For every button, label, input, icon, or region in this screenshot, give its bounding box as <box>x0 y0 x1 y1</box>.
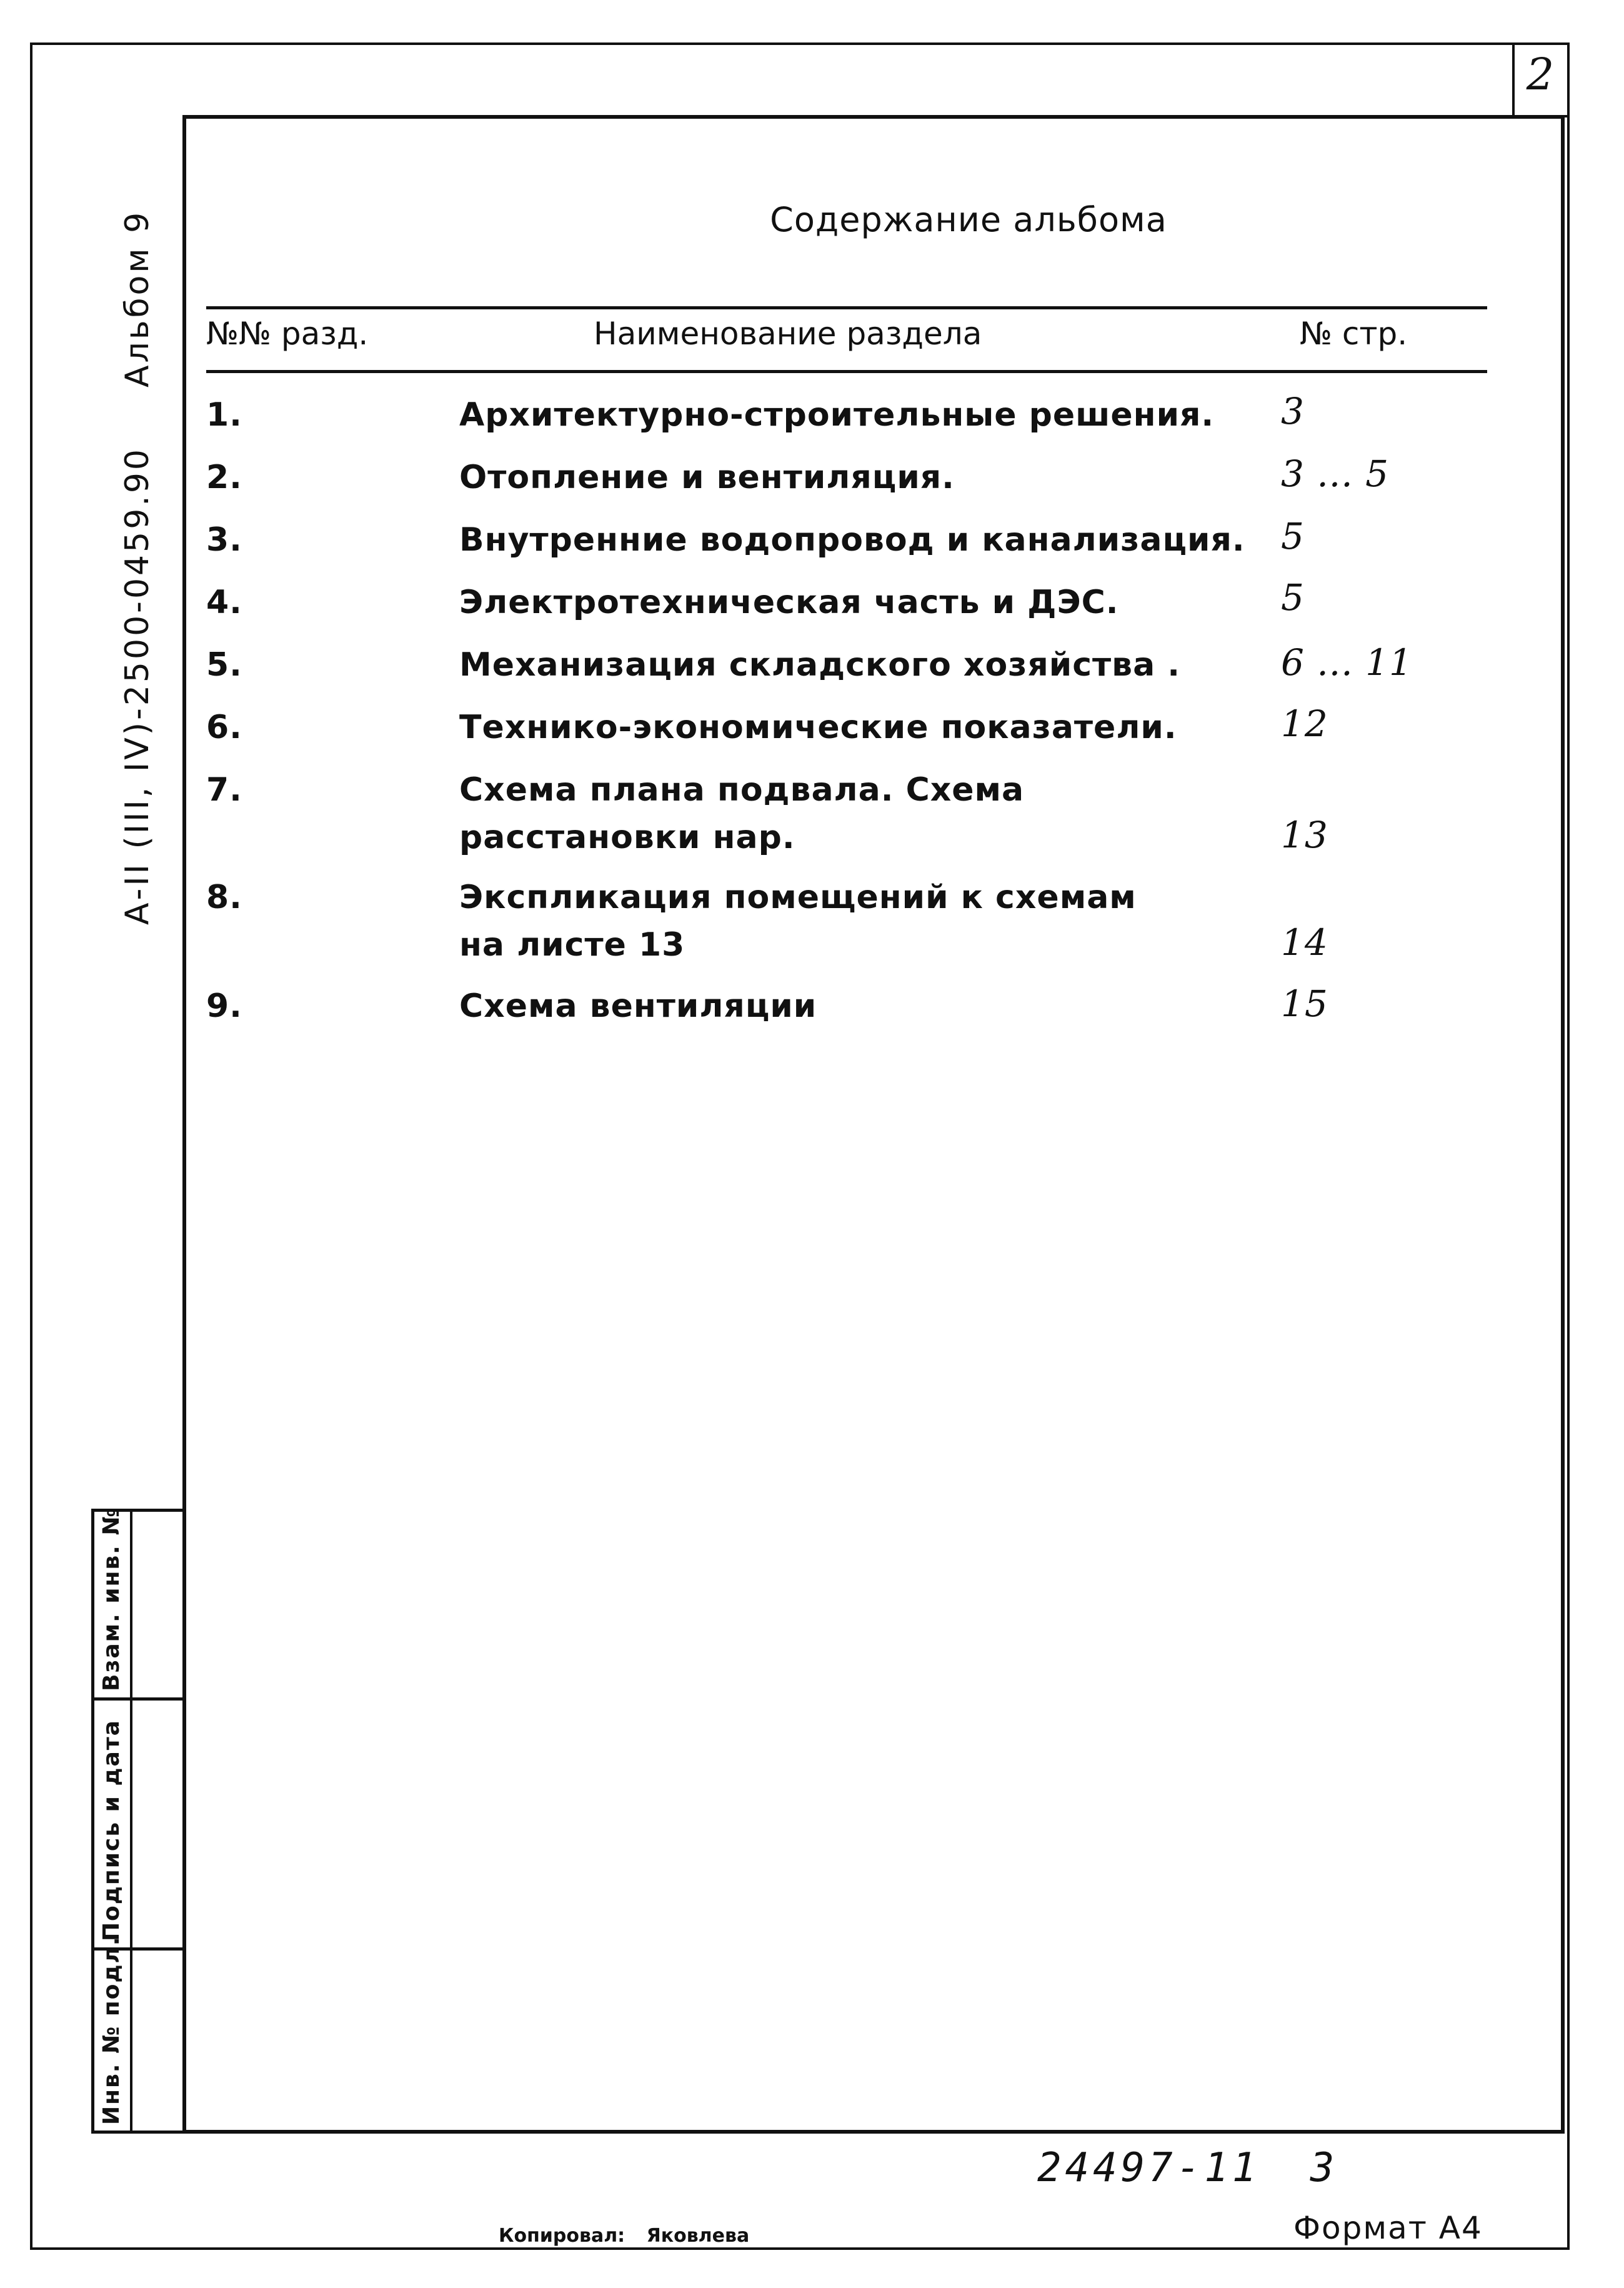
row-number: 7. <box>206 771 242 809</box>
copied-by <box>499 2225 749 2247</box>
signature-date-label: Подпись и дата <box>99 1719 124 1941</box>
row-page: 5 <box>1281 576 1305 619</box>
row-number: 8. <box>206 879 242 916</box>
row-number: 1. <box>206 396 242 434</box>
header-bottom-rule <box>206 370 1487 373</box>
stamp-divider <box>91 1697 186 1701</box>
document-code-number: 24497-11 <box>1037 2145 1260 2191</box>
row-name: Электротехническая часть и ДЭС. <box>459 584 1119 621</box>
row-name: Экспликация помещений к схемам на листе 13 <box>459 879 1137 964</box>
original-inventory-label: Инв. № подл. <box>99 1936 124 2125</box>
copied-by-label: Копировал: <box>499 2225 625 2247</box>
document-page: 3 <box>1310 2145 1338 2191</box>
row-number: 2. <box>206 459 242 496</box>
stamp-column-divider <box>130 1509 132 2134</box>
row-name: Механизация складского хозяйства . <box>459 646 1181 684</box>
document-code <box>1037 2145 1338 2191</box>
row-name: Архитектурно-строительные решения. <box>459 396 1215 434</box>
row-name: Внутренние водопровод и канализация. <box>459 521 1245 559</box>
row-page: 5 <box>1281 515 1305 557</box>
row-number: 3. <box>206 521 242 559</box>
row-number: 5. <box>206 646 242 684</box>
column-header-section-no: №№ разд. <box>206 316 369 352</box>
row-page: 14 <box>1281 921 1328 964</box>
column-header-section-name: Наименование раздела <box>594 316 982 352</box>
row-name: Схема плана подвала. Схема расстановки нар. <box>459 771 1025 856</box>
row-page: 12 <box>1281 702 1328 745</box>
column-header-page-no: № стр. <box>1300 316 1408 352</box>
row-number: 6. <box>206 709 242 746</box>
row-page: 3 ... 5 <box>1281 452 1389 495</box>
row-name: Технико-экономические показатели. <box>459 709 1177 746</box>
header-top-rule <box>206 306 1487 309</box>
paper-format: Формат А4 <box>1293 2210 1483 2246</box>
row-number: 9. <box>206 987 242 1025</box>
copied-by-name: Яковлева <box>646 2225 750 2247</box>
row-name: Отопление и вентиляция. <box>459 459 955 496</box>
row-page: 15 <box>1281 982 1328 1025</box>
album-code: А-II (III, IV)-2500-0459.90 <box>119 447 156 925</box>
row-number: 4. <box>206 584 242 621</box>
album-number: Альбом 9 <box>119 209 156 387</box>
row-page: 13 <box>1281 814 1328 856</box>
row-page: 6 ... 11 <box>1281 641 1413 684</box>
page-title: Содержание альбома <box>770 200 1167 239</box>
row-page: 3 <box>1281 390 1305 432</box>
replacement-inventory-label: Взам. инв. № <box>99 1507 124 1691</box>
row-name: Схема вентиляции <box>459 987 817 1025</box>
sheet-number: 2 <box>1526 49 1555 100</box>
